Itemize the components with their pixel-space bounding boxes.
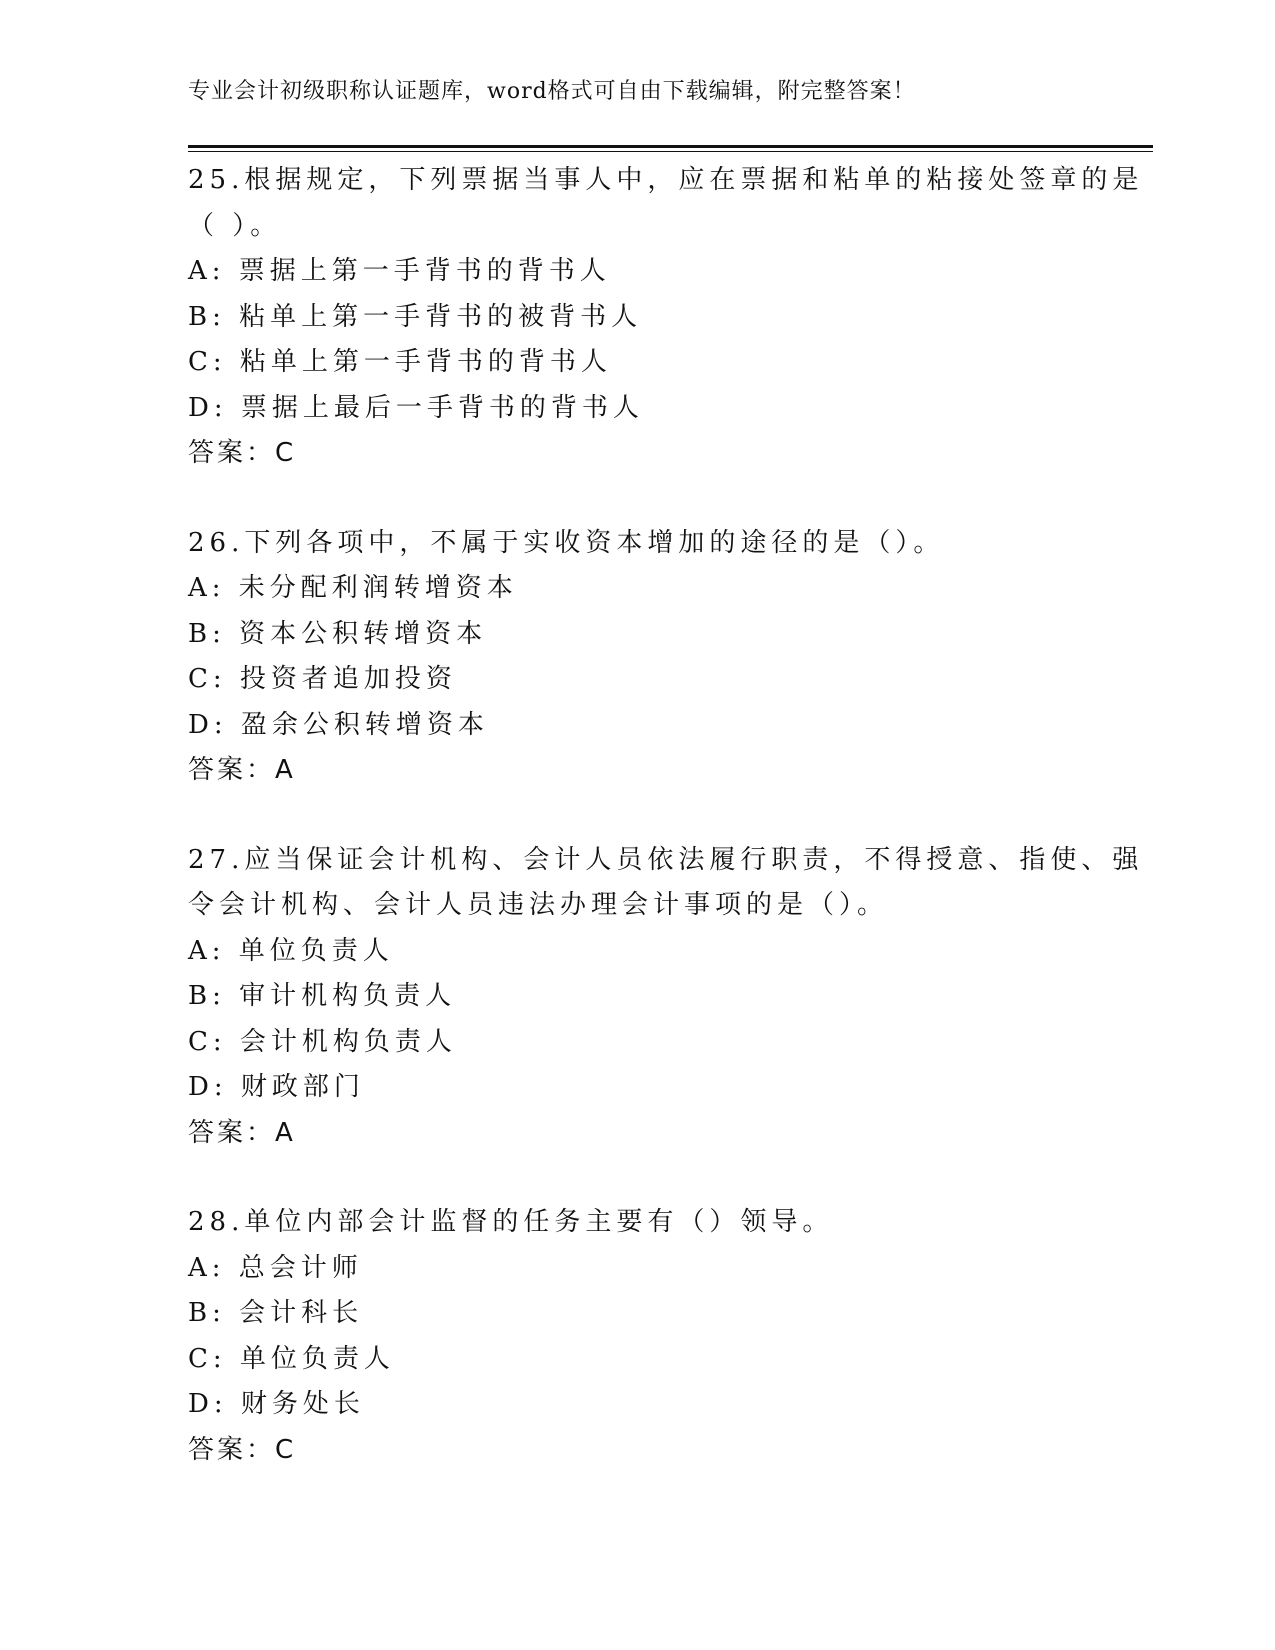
option-b: B: 审计机构负责人 <box>188 981 457 1011</box>
option-a: A: 单位负责人 <box>188 935 394 966</box>
option-b: B: 资本公积转增资本 <box>188 618 488 649</box>
answer-key: 答案：A <box>188 1117 296 1148</box>
option-a: A: 总会计师 <box>188 1252 363 1283</box>
option-c: C: 投资者追加投资 <box>188 664 457 694</box>
question-stem: 25.根据规定，下列票据当事人中，应在票据和粘单的粘接处签章的是 <box>188 165 1144 195</box>
answer-key: 答案：C <box>188 438 297 468</box>
option-c: C: 会计机构负责人 <box>188 1026 457 1057</box>
option-d: D: 盈余公积转增资本 <box>188 709 489 740</box>
question-27 <box>188 838 1144 1157</box>
option-b: B: 会计科长 <box>188 1298 364 1328</box>
option-b: B: 粘单上第一手背书的被背书人 <box>188 301 643 332</box>
option-c: C: 单位负责人 <box>188 1343 395 1374</box>
question-list <box>188 158 1144 1517</box>
header-divider <box>188 145 1153 152</box>
question-stem: 28.单位内部会计监督的任务主要有（）领导。 <box>188 1207 834 1237</box>
answer-key: 答案：C <box>188 1434 297 1465</box>
option-a: A: 未分配利润转增资本 <box>188 573 518 603</box>
question-stem: 26.下列各项中，不属于实收资本增加的途径的是（）。 <box>188 527 945 558</box>
question-stem-continued: 令会计机构、会计人员违法办理会计事项的是（）。 <box>188 890 889 920</box>
question-stem-continued: （ ）。 <box>188 210 282 241</box>
question-28 <box>188 1200 1088 1473</box>
question-stem: 27.应当保证会计机构、会计人员依法履行职责，不得授意、指使、强 <box>188 844 1144 875</box>
question-26 <box>188 521 1088 794</box>
answer-key: 答案：A <box>188 755 296 785</box>
option-d: D: 财务处长 <box>188 1389 365 1419</box>
option-d: D: 财政部门 <box>188 1072 365 1102</box>
option-d: D: 票据上最后一手背书的背书人 <box>188 392 644 423</box>
page-header: 专业会计初级职称认证题库，word格式可自由下载编辑，附完整答案！ <box>188 79 916 104</box>
question-25 <box>188 158 1144 477</box>
option-c: C: 粘单上第一手背书的背书人 <box>188 347 612 377</box>
option-a: A: 票据上第一手背书的背书人 <box>188 256 611 286</box>
